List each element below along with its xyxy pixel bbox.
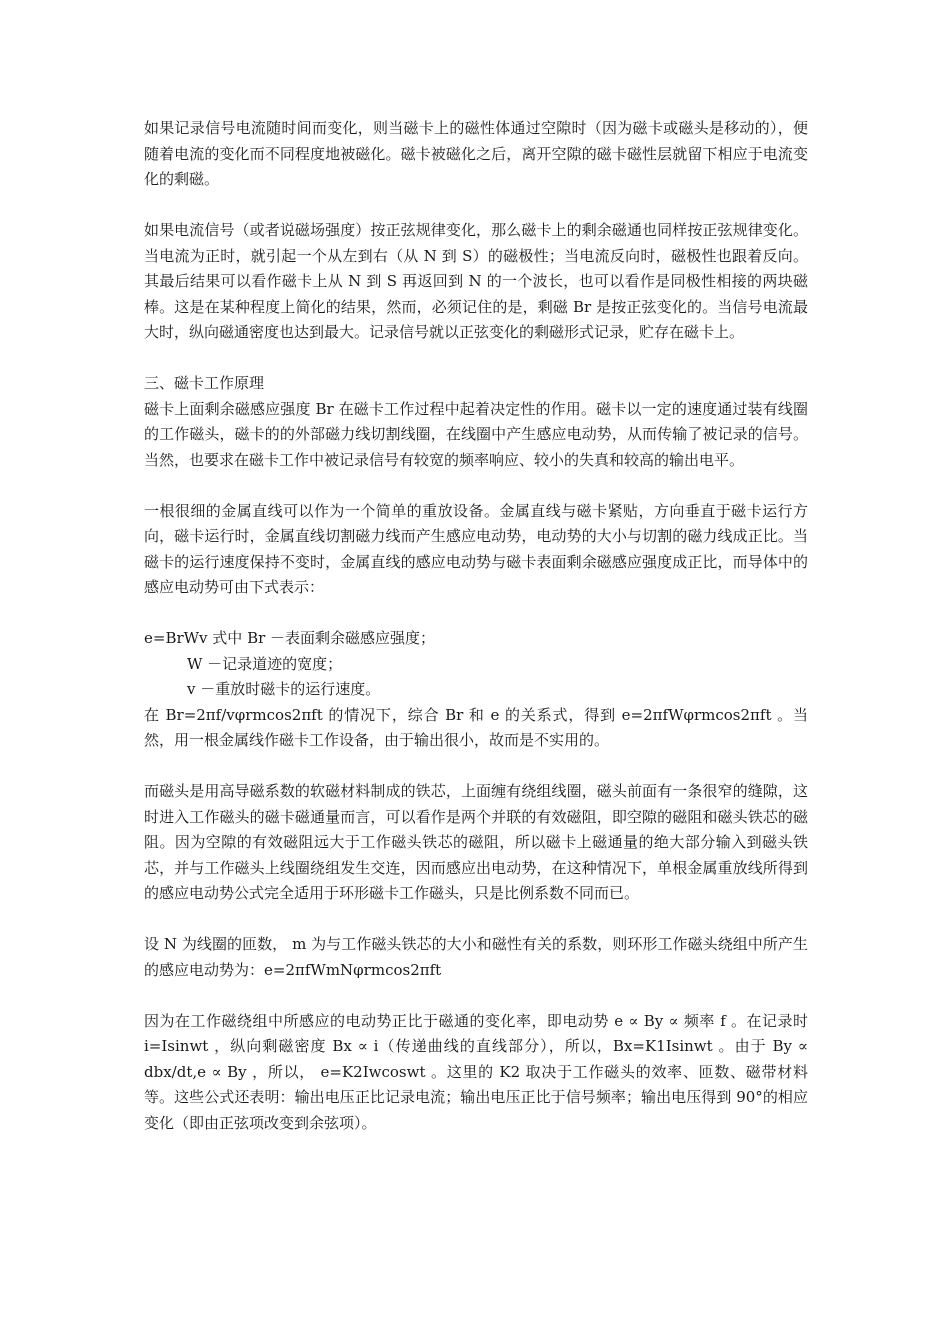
- formula-definition-w: W －记录道迹的宽度；: [187, 654, 343, 673]
- paragraph-recording-magnetization: 如果记录信号电流随时间而变化，则当磁卡上的磁性体通过空隙时（因为磁卡或磁头是移动的），便随着电流的变化而不同程度地被磁化。磁卡被磁化之后，离开空隙的磁卡磁性层就留下相应于电流变化的剩磁。: [144, 119, 808, 188]
- paragraph-coil-emf: 设 N 为线圈的匝数， m 为与工作磁头铁芯的大小和磁性有关的系数，则环形工作磁头绕组中所产生的感应电动势为：e=2πfWmNφrmcos2πft: [144, 935, 808, 979]
- formula-line: e=BrWv 式中 Br －表面剩余磁感应强度；: [144, 629, 436, 647]
- paragraph-working-principle: 磁卡上面剩余磁感应强度 Br 在磁卡工作过程中起着决定性的作用。磁卡以一定的速度通过装有线圈的工作磁头，磁卡的的外部磁力线切割线圈，在线圈中产生感应电动势，从而传输了被记录的信号。当然，也要求在磁卡工作中被记录信号有较宽的频率响应、较小的失真和较高的输出电平。: [144, 399, 808, 469]
- paragraph-sinusoidal-remanence: 如果电流信号（或者说磁场强度）按正弦规律变化，那么磁卡上的剩余磁通也同样按正弦规律变化。当电流为正时，就引起一个从左到右（从 N 到 S）的磁极性；当电流反向时，磁极性也跟着反向。其最后结果可以看作磁卡上从 N 到 S 再返回到 N 的一个波长，也可以看作是同极性相接的两块磁棒。这是在某种程度上简化的结果，然而，必须记住的是，剩磁 Br 是按正弦变化的。当信号电流最大时，纵向磁通密度也达到最大。记录信号就以正弦变化的剩磁形式记录，贮存在磁卡上。: [144, 221, 808, 341]
- paragraph-metal-wire-playback: 一根很细的金属直线可以作为一个简单的重放设备。金属直线与磁卡紧贴，方向垂直于磁卡运行方向，磁卡运行时，金属直线切割磁力线而产生感应电动势，电动势的大小与切割的磁力线成正比。当磁卡的运行速度保持不变时，金属直线的感应电动势与磁卡表面剩余磁感应强度成正比，而导体中的感应电动势可由下式表示：: [144, 501, 808, 596]
- paragraph-formula-result: 在 Br=2πf/vφrmcos2πft 的情况下，综合 Br 和 e 的关系式，得到 e=2πfWφrmcos2πft 。当然，用一根金属线作磁卡工作设备，由于输出很小，故而是不实用的。: [144, 705, 808, 749]
- section-heading: 三、磁卡工作原理: [144, 374, 265, 392]
- paragraph-output-relations: 因为在工作磁绕组中所感应的电动势正比于磁通的变化率，即电动势 e ∝ By ∝ 频率 f 。在记录时 i=Isinwt ，纵向剩磁密度 Bx ∝ i（传递曲线的直线部分），所以，Bx=K1Isinwt 。由于 By ∝ dbx/dt,e ∝ By ，所以， e=K2Iwcoswt 。这里的 K2 取决于工作磁头的效率、匝数、磁带材料等。这些公式还表明：输出电压正比记录电流；输出电压正比于信号频率；输出电压得到 90°的相应变化（即由正弦项改变到余弦项）。: [144, 1011, 808, 1132]
- formula-definition-v: v －重放时磁卡的运行速度。: [187, 680, 381, 698]
- formula-block: [144, 626, 808, 703]
- document-page: [144, 116, 808, 1162]
- paragraph-magnetic-head: 而磁头是用高导磁系数的软磁材料制成的铁芯，上面缠有绕组线圈，磁头前面有一条很窄的缝隙，这时进入工作磁头的磁卡磁通量而言，可以看作是两个并联的有效磁阻，即空隙的磁阻和磁头铁芯的磁阻。因为空隙的有效磁阻远大于工作磁头铁芯的磁阻，所以磁卡上磁通量的绝大部分输入到磁头铁芯，并与工作磁头上线圈绕组发生交连，因而感应出电动势，在这种情况下，单根金属重放线所得到的感应电动势公式完全适用于环形磁卡工作磁头，只是比例系数不同而已。: [144, 782, 808, 902]
